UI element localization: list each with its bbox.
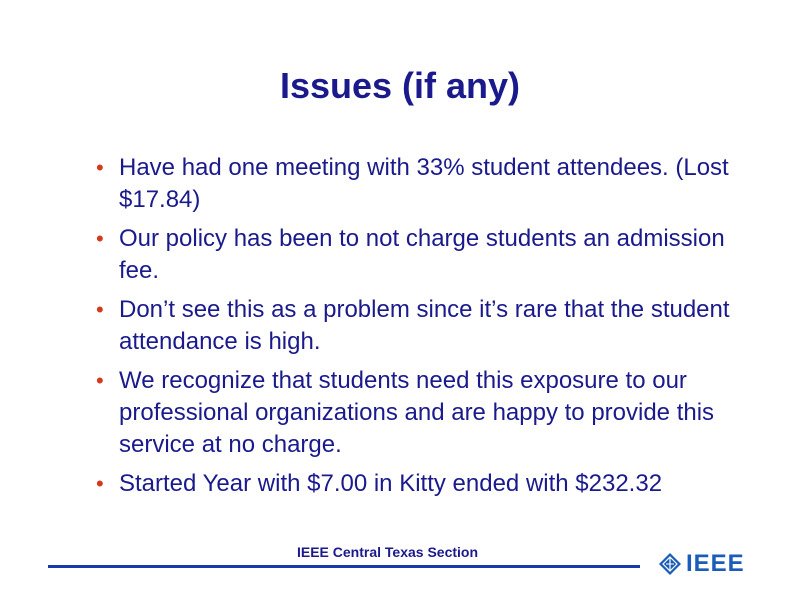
bullet-item — [96, 223, 756, 287]
bullet-dot-icon: • — [96, 368, 104, 393]
footer-divider — [48, 565, 640, 568]
bullet-item — [96, 294, 756, 358]
bullet-dot-icon: • — [96, 226, 104, 251]
bullet-text: Started Year with $7.00 in Kitty ended with $232.32 — [119, 470, 663, 497]
bullet-dot-icon: • — [96, 297, 104, 322]
bullet-text: Don’t see this as a problem since it’s rare that the student attendance is high. — [119, 296, 730, 355]
bullet-text: We recognize that students need this exposure to our professional organizations and are happy to provide this service at no charge. — [119, 367, 715, 458]
ieee-diamond-icon — [658, 552, 682, 576]
bullet-text: Our policy has been to not charge students an admission fee. — [119, 225, 725, 284]
footer-section-name: IEEE Central Texas Section — [296, 544, 479, 560]
bullet-item — [96, 152, 756, 216]
bullet-item — [96, 468, 756, 500]
ieee-logo-text: IEEE — [686, 550, 745, 577]
bullet-text: Have had one meeting with 33% student attendees. (Lost $17.84) — [119, 154, 729, 213]
bullet-dot-icon: • — [96, 155, 104, 180]
bullet-item — [96, 365, 756, 461]
bullet-list — [96, 152, 756, 507]
bullet-dot-icon: • — [96, 471, 104, 496]
slide-title: Issues (if any) — [279, 65, 521, 106]
ieee-logo — [658, 550, 745, 578]
